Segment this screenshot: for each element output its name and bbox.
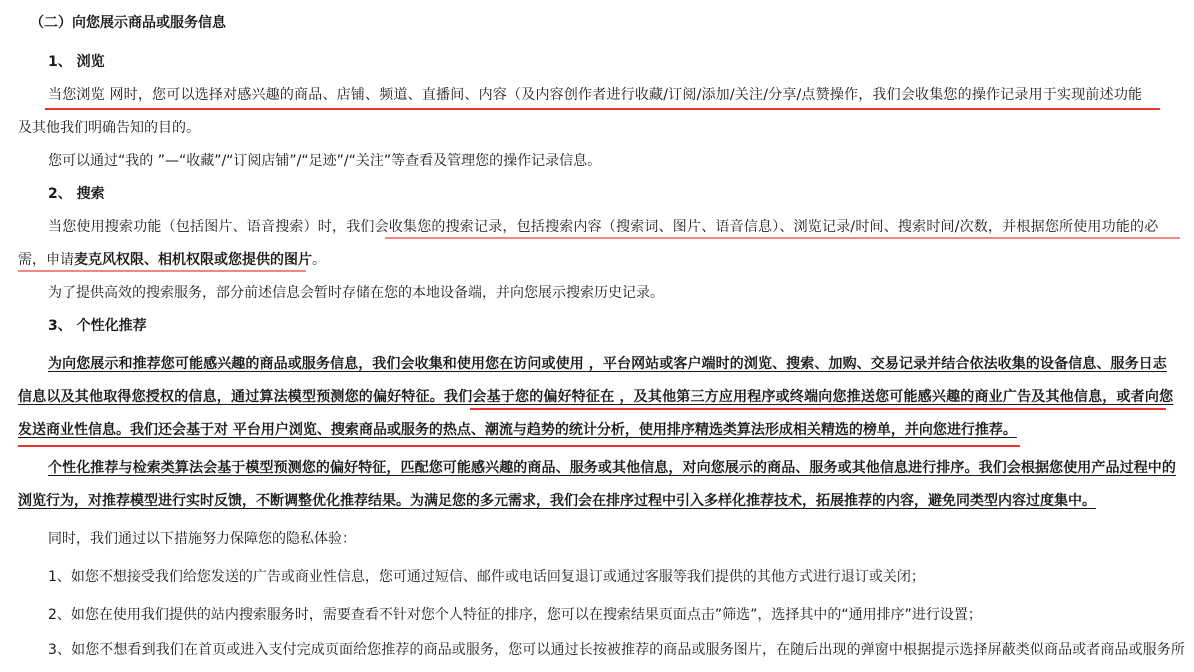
paragraph-browse-line: 及其他我们明确告知的目的。 [18, 120, 200, 136]
list-item: 3、如您不想看到我们在首页或进入支付完成页面给您推荐的商品或服务，您可以通过长按被推荐的商品或服务图片，在随后出现的弹窗中根据提示选择屏蔽类似商品或者商品或服务所 [48, 642, 1186, 658]
annotation-underline [470, 408, 1166, 410]
paragraph-recommend-line: 发送商业性信息。我们还会基于对 平台用户浏览、搜索商品或服务的热点、潮流与趋势的统计分析，使用排序精选类算法形成相关精选的榜单，并向您进行推荐。 [18, 422, 1017, 438]
paragraph-algorithm-line: 个性化推荐与检索类算法会基于模型预测您的偏好特征，匹配您可能感兴趣的商品、服务或其他信息，对向您展示的商品、服务或其他信息进行排序。我们会根据您使用产品过程中的 [48, 460, 1176, 476]
paragraph-recommend-line: 信息以及其他取得您授权的信息，通过算法模型预测您的偏好特征。我们会基于您的偏好特征在 ，及其他第三方应用程序或终端向您推送您可能感兴趣的商业广告及其他信息，或者向您 [18, 389, 1174, 405]
bold-text: 麦克风权限、相机权限或您提供的图片 [74, 252, 312, 268]
paragraph-privacy-intro: 同时，我们通过以下措施努力保障您的隐私体验： [48, 531, 356, 547]
list-item: 1、如您不想接受我们给您发送的广告或商业性信息，您可通过短信、邮件或电话回复退订或通过客服等我们提供的其他方式进行退订或关闭； [48, 569, 925, 585]
paragraph-algorithm-line: 浏览行为，对推荐模型进行实时反馈，不断调整优化推荐结果。为满足您的多元需求，我们会在排序过程中引入多样化推荐技术，拓展推荐的内容，避免同类型内容过度集中。 [18, 493, 1096, 509]
heading-recommend: 3、 个性化推荐 [48, 318, 147, 334]
heading-search: 2、 搜索 [48, 186, 105, 202]
annotation-underline [385, 237, 1180, 239]
paragraph-search-line [18, 251, 326, 269]
paragraph-search-line: 当您使用搜索功能（包括图片、语音搜索）时，我们会收集您的搜索记录，包括搜索内容（搜索词、图片、语音信息）、浏览记录/时间、搜索时间/次数，并根据您所使用功能的必 [48, 219, 1159, 235]
paragraph-browse-line: 当您浏览 网时，您可以选择对感兴趣的商品、店铺、频道、直播间、内容（及内容创作者进行收藏/订阅/添加/关注/分享/点赞操作，我们会收集您的操作记录用于实现前述功能 [48, 87, 1143, 103]
heading-browse: 1、 浏览 [48, 54, 105, 70]
text: 。 [312, 252, 326, 268]
list-item: 2、如您在使用我们提供的站内搜索服务时，需要查看不针对您个人特征的排序，您可以在搜索结果页面点击”筛选”，选择其中的“通用排序”进行设置； [48, 607, 982, 623]
section-title: （二）向您展示商品或服务信息 [30, 15, 226, 31]
paragraph-recommend-line: 为向您展示和推荐您可能感兴趣的商品或服务信息，我们会收集和使用您在访问或使用 ，平台网站或客户端时的浏览、搜索、加购、交易记录并结合依法收集的设备信息、服务日志 [48, 356, 1167, 372]
annotation-underline [45, 108, 1160, 110]
text: 需，申请 [18, 252, 74, 268]
annotation-underline [18, 445, 1020, 447]
paragraph-search-history: 为了提供高效的搜索服务，部分前述信息会暂时存储在您的本地设备端，并向您展示搜索历史记录。 [48, 285, 664, 301]
paragraph-browse-manage: 您可以通过“我的 ”—“收藏”/“订阅店铺”/“足迹”/“关注”等查看及管理您的操作记录信息。 [48, 153, 602, 169]
annotation-underline [18, 270, 306, 272]
